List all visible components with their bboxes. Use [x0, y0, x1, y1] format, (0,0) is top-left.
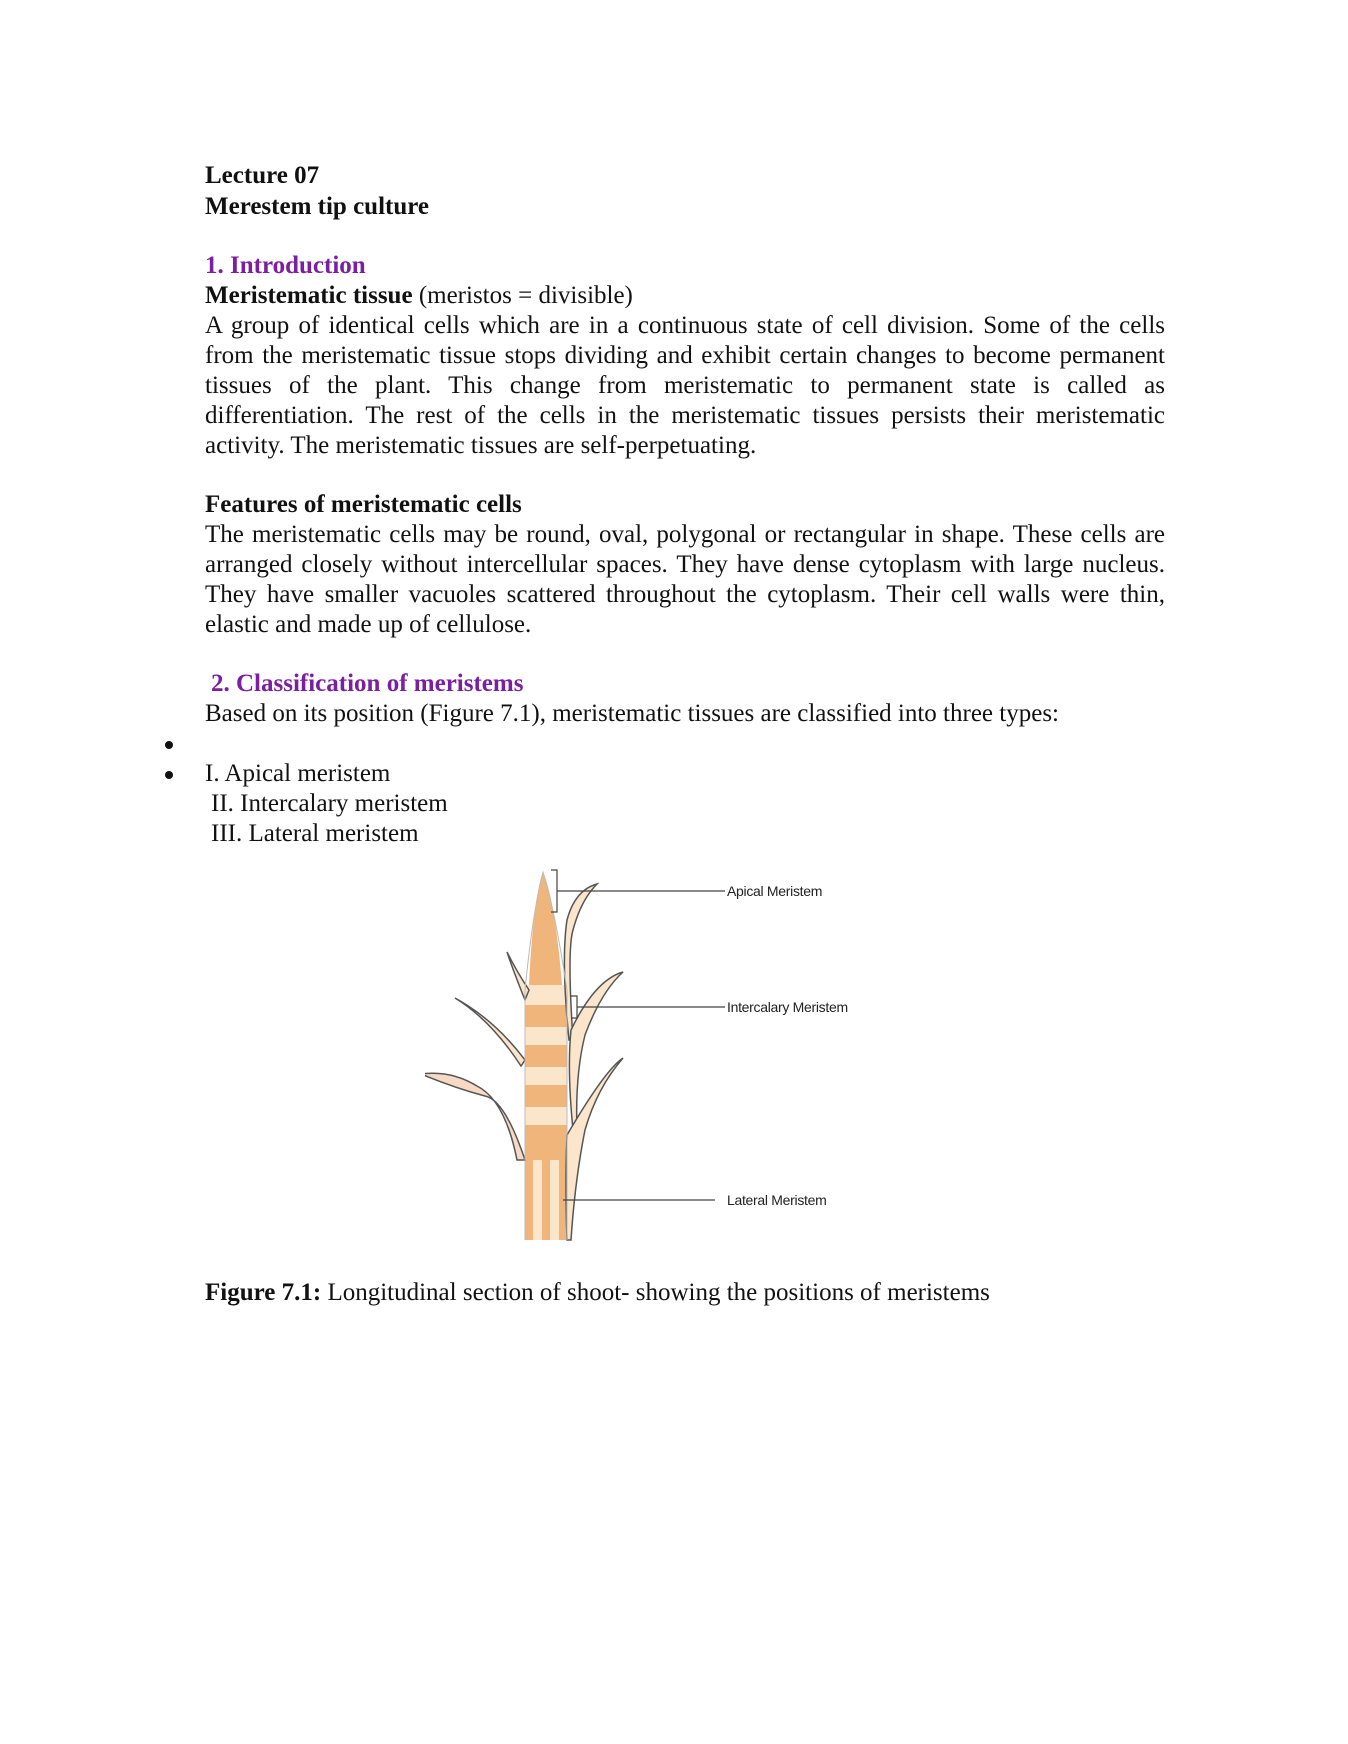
list-item-text: III. Lateral meristem — [211, 820, 419, 847]
list-item-text: I. Apical meristem — [205, 760, 391, 787]
term-note: (meristos = divisible) — [412, 282, 633, 309]
section-heading-classification: 2. Classification of meristems — [211, 670, 524, 697]
list-item — [205, 759, 1165, 789]
term-meristematic-tissue: Meristematic tissue — [205, 282, 413, 309]
leaf-lower-left — [425, 1073, 525, 1160]
figure-caption — [205, 1278, 990, 1308]
features-paragraph: The meristematic cells may be round, oval, polygonal or rectangular in shape. These cells are arranged closely without intercellular spaces. They have dense cytoplasm with large nucleus. They have smaller vacuoles scattered throughout the cytoplasm. Their cell walls were thin, elastic and made up of cellulose. — [205, 521, 1165, 638]
label-apical-meristem: Apical Meristem — [727, 883, 823, 899]
bullet — [165, 741, 173, 749]
label-lateral-meristem: Lateral Meristem — [727, 1192, 827, 1208]
label-intercalary-meristem: Intercalary Meristem — [727, 999, 848, 1015]
intercalary-band — [525, 1085, 567, 1107]
lecture-number: Lecture 07 — [205, 162, 320, 189]
meristem-type-list — [205, 729, 1165, 849]
classification-intro: Based on its position (Figure 7.1), meristematic tissues are classified into three types: — [205, 700, 1059, 727]
caption-label: Figure 7.1: — [205, 1279, 322, 1306]
shoot-section-figure — [425, 860, 945, 1270]
shoot-diagram — [425, 860, 945, 1270]
lower-stem — [525, 1153, 567, 1240]
intercalary-band — [525, 1005, 567, 1027]
features-heading: Features of meristematic cells — [205, 491, 522, 518]
intercalary-band — [525, 1125, 567, 1153]
list-item-text: II. Intercalary meristem — [211, 790, 448, 817]
list-item — [205, 789, 1165, 819]
term-line — [205, 281, 1165, 311]
introduction-paragraph: A group of identical cells which are in a continuous state of cell division. Some of the cells from the meristematic tissue stops dividing and exhibit certain changes to become permanent tissues of the plant. This change from meristematic to permanent state is called as differentiation. The rest of the cells in the meristematic tissues persists their meristematic activity. The meristematic tissues are self-perpetuating. — [205, 312, 1165, 459]
lateral-strip — [533, 1160, 542, 1240]
leaf-upper-left — [507, 952, 529, 1000]
bullet — [165, 771, 173, 779]
intercalary-band — [525, 1045, 567, 1067]
section-heading-introduction: 1. Introduction — [205, 252, 366, 279]
list-item-empty — [205, 729, 1165, 759]
document-body — [205, 160, 1165, 849]
leaf-middle-left — [455, 998, 525, 1066]
lecture-topic: Merestem tip culture — [205, 193, 429, 220]
lateral-strip — [550, 1160, 559, 1240]
caption-text: Longitudinal section of shoot- showing the positions of meristems — [321, 1279, 990, 1306]
list-item — [205, 819, 1165, 849]
